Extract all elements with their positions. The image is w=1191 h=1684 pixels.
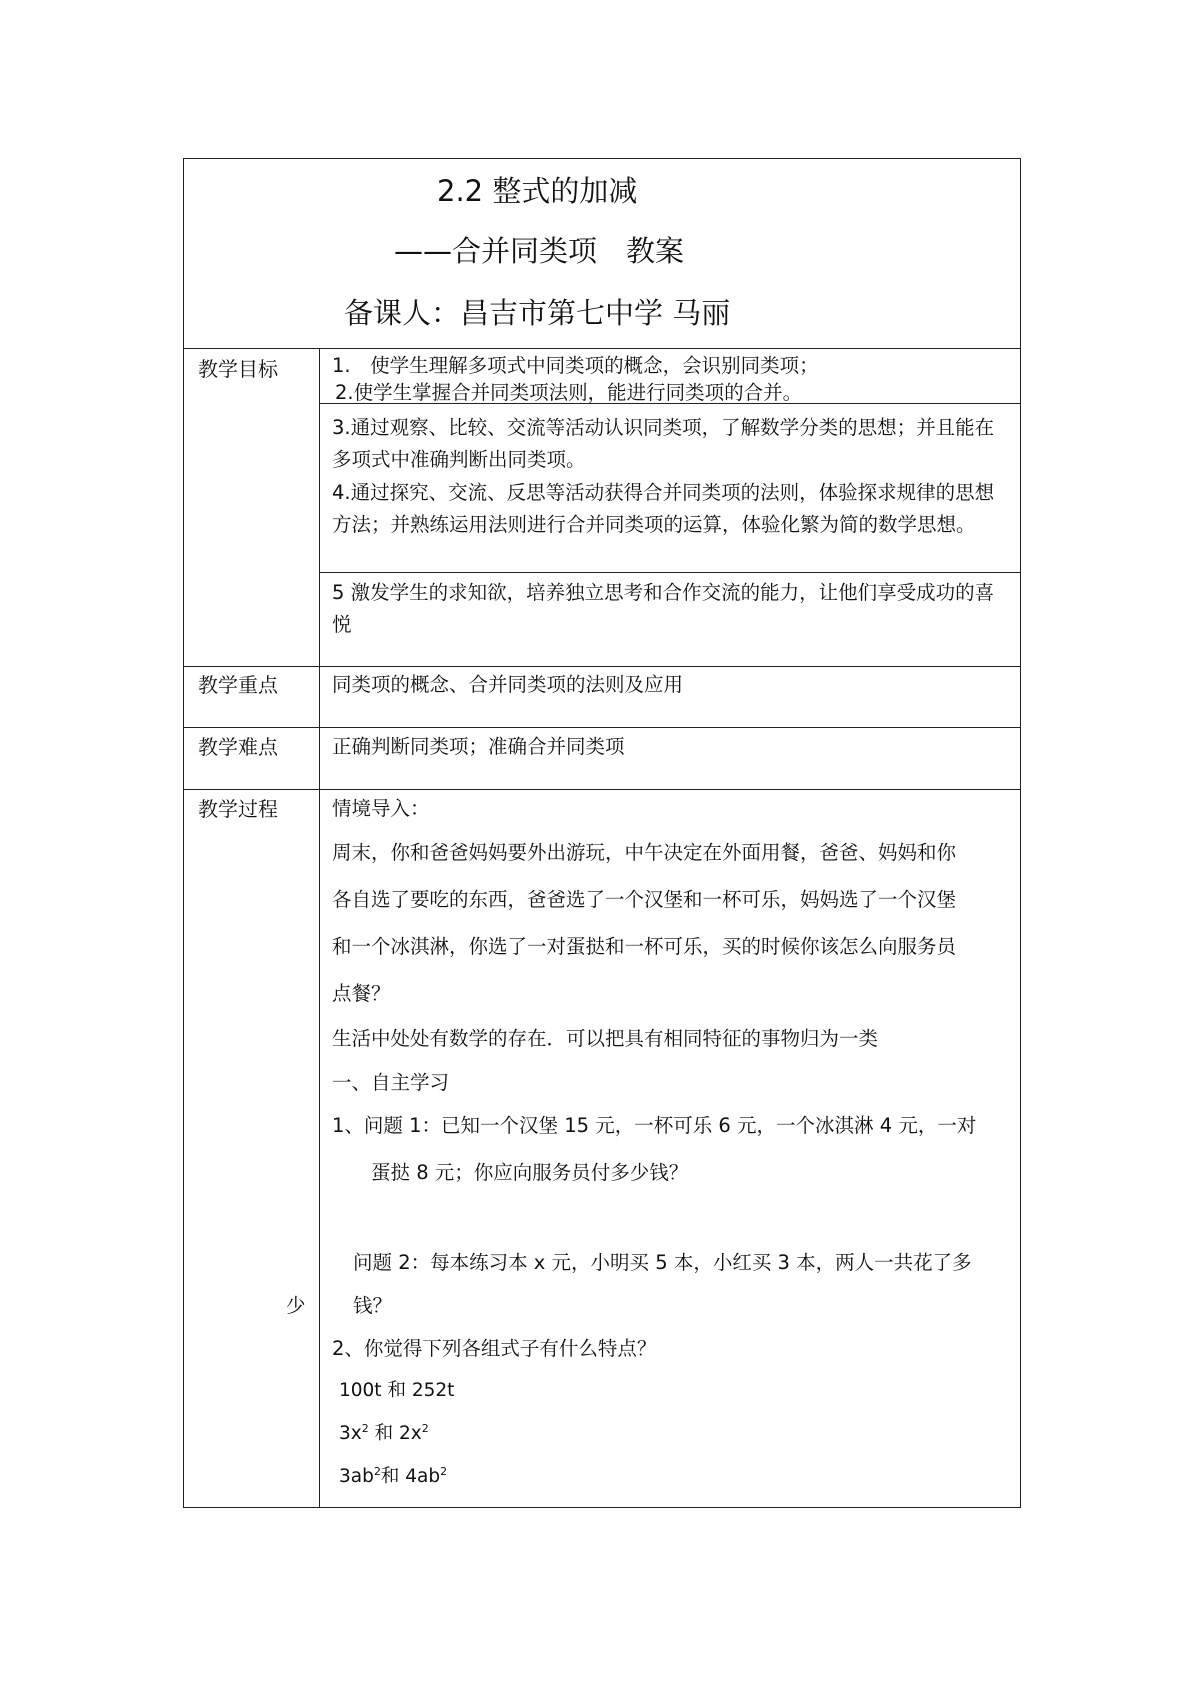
question-3: 2、你觉得下列各组式子有什么特点？	[332, 1337, 657, 1360]
goal-item-5: 5 激发学生的求知欲，培养独立思考和合作交流的能力，让他们享受成功的喜悦	[332, 581, 995, 636]
lesson-subtitle: ——合并同类项 教案	[394, 234, 685, 268]
row-divider-process	[184, 789, 1020, 790]
difficulties-label: 教学难点	[198, 735, 278, 759]
lesson-plan-table	[183, 158, 1021, 1508]
goal-item-1: 1. 使学生理解多项式中同类项的概念，会识别同类项；	[332, 354, 819, 377]
question-2-line-2: 钱？	[353, 1294, 393, 1317]
key-points-text: 同类项的概念、合并同类项的法则及应用	[332, 673, 684, 696]
lesson-title: 2.2 整式的加减	[437, 174, 638, 208]
goal-item-2: 2.使学生掌握合并同类项法则，能进行同类项的合并。	[335, 381, 803, 404]
header-divider	[184, 348, 1020, 349]
question-1-line-2: 蛋挞 8 元；你应向服务员付多少钱？	[371, 1161, 689, 1184]
intro-line-1: 周末，你和爸爸妈妈要外出游玩，中午决定在外面用餐，爸爸、妈妈和你	[332, 841, 957, 864]
life-math-text: 生活中处处有数学的存在．可以把具有相同特征的事物归为一类	[332, 1027, 879, 1050]
goals-divider-2	[320, 572, 1020, 573]
goal-item-4: 4.通过探究、交流、反思等活动获得合并同类项的法则，体验探求规律的思想方法；并熟练运用法则进行合并同类项的运算，体验化繁为简的数学思想。	[332, 481, 995, 536]
column-divider	[319, 348, 320, 1508]
expression-2: $3x^2$ 和 $2x^2$	[339, 1422, 429, 1444]
row-divider-difficulty	[184, 727, 1020, 728]
question-2-stray-char: 少	[286, 1294, 306, 1317]
key-points-label: 教学重点	[198, 673, 278, 697]
intro-line-2: 各自选了要吃的东西，爸爸选了一个汉堡和一杯可乐，妈妈选了一个汉堡	[332, 888, 957, 911]
question-1-line-1: 1、问题 1：已知一个汉堡 15 元，一杯可乐 6 元，一个冰淇淋 4 元，一对	[332, 1114, 977, 1137]
row-divider-key	[184, 666, 1020, 667]
difficulties-text: 正确判断同类项；准确合并同类项	[332, 735, 625, 758]
intro-line-3: 和一个冰淇淋，你选了一对蛋挞和一杯可乐，买的时候你该怎么向服务员	[332, 935, 957, 958]
process-label: 教学过程	[198, 797, 278, 821]
goals-label: 教学目标	[198, 357, 278, 381]
question-2-line-1: 问题 2：每本练习本 x 元，小明买 5 本，小红买 3 本，两人一共花了多	[353, 1251, 972, 1274]
section-self-study: 一、自主学习	[332, 1071, 450, 1094]
lesson-author: 备课人：昌吉市第七中学 马丽	[344, 296, 731, 330]
expression-1: 100t 和 252t	[339, 1380, 455, 1401]
intro-line-4: 点餐？	[332, 982, 391, 1005]
expression-3: $3ab^2$和 $4ab^2$	[339, 1465, 448, 1487]
intro-heading: 情境导入：	[332, 797, 430, 820]
goal-item-3: 3.通过观察、比较、交流等活动认识同类项，了解数学分类的思想；并且能在多项式中准确判断出同类项。	[332, 416, 995, 471]
